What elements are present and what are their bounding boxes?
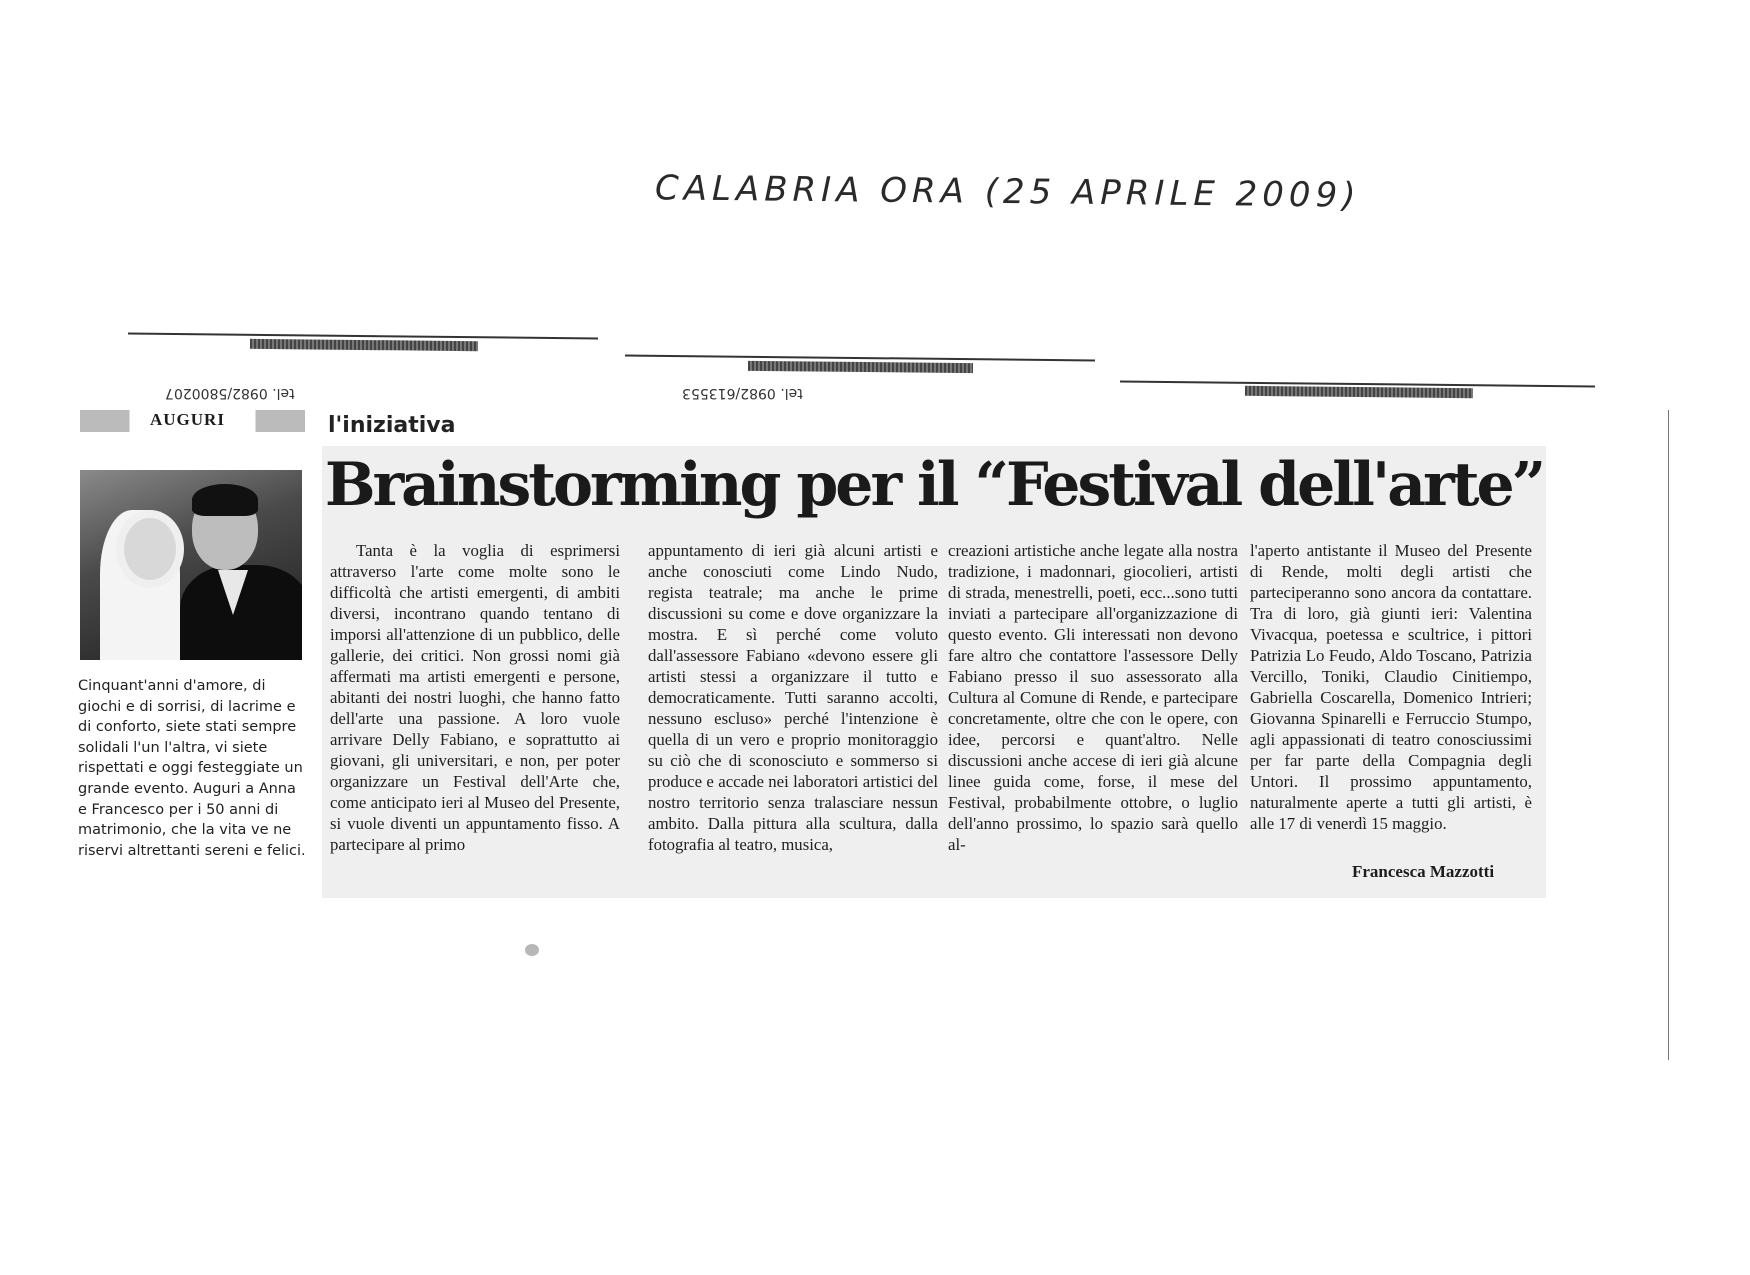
article-column-1: Tanta è la voglia di esprimersi attraverso l'arte come molte sono le difficoltà che artisti emergenti, di ambiti diversi, incontrano quando tentano di imporsi all'attenzione di un pubblico, delle gallerie, dei critici. Non grossi nomi già affermati ma artisti emergenti e persone, abitanti dei nostri luoghi, che hanno fatto dell'arte una passione. A loro vuole arrivare Delly Fabiano, e soprattutto ai giovani, gli universitari, e non, per poter organizzare un Festival dell'Arte che, come anticipato ieri al Museo del Presente, si vuole diventi un appuntamento fisso. A partecipare al primo: [330, 541, 620, 854]
article-column-3: creazioni artistiche anche legate alla nostra tradizione, i madonnari, giocolieri, artisti di strada, menestrelli, poeti, ecc...sono tutti inviati a partecipare all'organizzazione di questo evento. Gli interessati non devono fare altro che contattore l'assessore Delly Fabiano presso il suo assessorato alla Cultura al Comune di Rende, e partecipare concretamente, oltre che con le opere, con idee, percorsi e quant'altro. Nelle discussioni anche accese di ieri già alcune linee guida come, forse, il mese del Festival, probabilmente ottobre, o luglio dell'anno prossimo, lo spazio sarà quello al-: [948, 541, 1238, 854]
ink-smudge: [525, 944, 539, 956]
top-rule-left: [128, 333, 598, 340]
bride-face: [124, 518, 176, 580]
header-phone-center: tel. 0982/613553: [682, 385, 803, 401]
article-kicker: l'iniziativa: [328, 413, 456, 438]
header-phone-left: tel. 0982/5800207: [165, 385, 295, 401]
article-byline: Francesca Mazzotti: [1352, 862, 1495, 881]
top-rule-center: [625, 355, 1095, 362]
top-bar-center: [748, 361, 973, 373]
top-bar-left: [250, 339, 478, 351]
scan-edge: [1668, 410, 1669, 1060]
auguri-caption: Cinquant'anni d'amore, di giochi e di sorrisi, di lacrime e di conforto, siete stati sempre solidali l'un l'altra, vi siete rispettati e oggi festeggiate un grande evento. Auguri a Anna e Francesco per i 50 anni di matrimonio, che la vita ve ne riservi altrettanti sereni e felici.: [78, 678, 306, 859]
top-bar-right: [1245, 386, 1473, 398]
groom-hair: [192, 484, 258, 516]
article-column-2: appuntamento di ieri già alcuni artisti e anche conosciuti come Lindo Nudo, regista teatrale; ma anche le prime discussioni su come e dove organizzare la mostra. E sì perché come voluto dall'assessore Fabiano «devono essere gli artisti stessi a organizzare il tutto e democraticamente. Tutti saranno accolti, nessuno escluso» perché l'intenzione è quella di un vero e proprio monitoraggio su ciò che di sconosciuto e sommerso si produce e accade nei laboratori artistici del nostro territorio senza tralasciare nessun ambito. Dalla pittura alla scultura, dalla fotografia al teatro, musica,: [648, 541, 938, 854]
wedding-photo: [80, 470, 302, 660]
article-headline: Brainstorming per il “Festival dell'arte”: [324, 450, 1544, 520]
article-column-4: l'aperto antistante il Museo del Presente di Rende, molti degli artisti che parteciperanno sono ancora da contattare. Tra di loro, già giunti ieri: Valentina Vivacqua, poetessa e scultrice, i pittori Patrizia Lo Feudo, Aldo Toscano, Patrizia Vercillo, Toniki, Claudio Cinitiempo, Gabriella Coscarella, Domenico Intrieri; Giovanna Spinarelli e Ferruccio Stumpo, agli appassionati di teatro conosciussimi per far parte della Compagnia degli Untori. Il prossimo appuntamento, naturalmente aperte a tutti gli artisti, è alle 17 di venerdì 15 maggio.: [1250, 541, 1532, 833]
handwritten-source-note: CALABRIA ORA (25 APRILE 2009): [654, 168, 1361, 216]
auguri-kicker-band: [80, 410, 305, 432]
auguri-kicker: AUGURI: [150, 410, 225, 429]
